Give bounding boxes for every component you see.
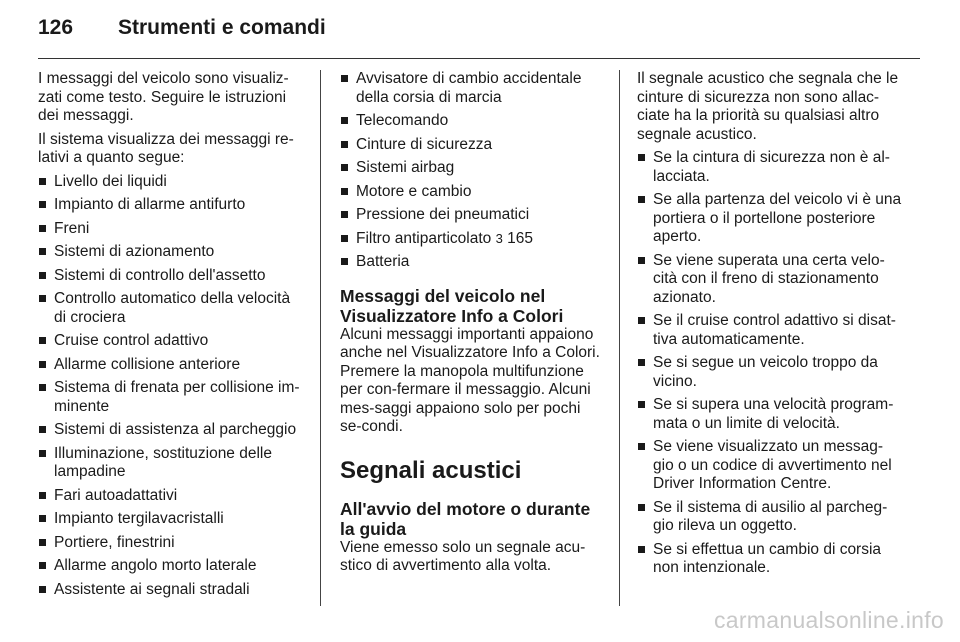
bullet-icon [638, 546, 645, 553]
column-2 [340, 70, 606, 581]
list-item: Sistema di frenata per collisione im-minente [38, 379, 306, 416]
message-list-intro: Il sistema visualizza dei messaggi re-lativi a quanto segue: [38, 130, 294, 166]
column-divider-1 [320, 70, 321, 606]
bullet-icon [39, 450, 46, 457]
info-display-paragraph: Alcuni messaggi importanti appaiono anche nel Visualizzatore Info a Colori. Premere la manopola multifunzione per con-fermare il messaggio. Alcuni mes-saggi appaiono solo per pochi se-condi. [340, 325, 600, 435]
bullet-icon [39, 492, 46, 499]
bullet-icon [39, 337, 46, 344]
list-item: Se viene visualizzato un messag-gio o un codice di avvertimento nel Driver Information Centre. [637, 438, 902, 494]
list-item: Portiere, finestrini [38, 534, 306, 553]
bullet-icon [39, 272, 46, 279]
list-item: Controllo automatico della velocità di crociera [38, 290, 306, 327]
list-item: Se si effettua un cambio di corsia non intenzionale. [637, 541, 902, 578]
page-number: 126 [38, 16, 74, 39]
bullet-icon [39, 384, 46, 391]
list-item: Se viene superata una certa velo-cità con il freno di stazionamento azionato. [637, 252, 902, 308]
bullet-icon [39, 248, 46, 255]
bullet-icon [341, 258, 348, 265]
bullet-icon [39, 295, 46, 302]
list-item: Se si segue un veicolo troppo da vicino. [637, 354, 902, 391]
bullet-icon [39, 225, 46, 232]
page-header [38, 16, 920, 40]
list-item: Se alla partenza del veicolo vi è una portiera o il portellone posteriore aperto. [637, 191, 902, 247]
bullet-icon [638, 359, 645, 366]
bullet-icon [39, 586, 46, 593]
priority-paragraph: Il segnale acustico che segnala che le cinture di sicurezza non sono allac-ciate ha la priorità su qualsiasi altro segnale acustico. [637, 70, 899, 143]
bullet-icon [638, 196, 645, 203]
list-item: Sistemi di controllo dell'assetto [38, 267, 306, 286]
list-item: Avvisatore di cambio accidentale della corsia di marcia [340, 70, 606, 107]
section-heading-info-display: Messaggi del veicolo nel Visualizzatore Info a Colori [340, 285, 564, 326]
list-item: Sistemi airbag [340, 159, 606, 178]
bullet-icon [341, 211, 348, 218]
acoustic-condition-list [637, 149, 902, 578]
bullet-icon [638, 317, 645, 324]
column-1 [38, 70, 306, 604]
bullet-icon [39, 562, 46, 569]
bullet-icon [341, 188, 348, 195]
bullet-icon [638, 443, 645, 450]
bullet-icon [39, 361, 46, 368]
list-item: Freni [38, 220, 306, 239]
page-ref-link[interactable]: 165 [507, 229, 533, 247]
bullet-icon [39, 426, 46, 433]
bullet-icon [638, 401, 645, 408]
bullet-icon [638, 154, 645, 161]
column-3 [637, 70, 902, 583]
list-item: Impianto tergilavacristalli [38, 510, 306, 529]
list-item: Se il cruise control adattivo si disat-tiva automaticamente. [637, 312, 902, 349]
message-topic-list [38, 173, 306, 600]
list-item: Allarme angolo morto laterale [38, 557, 306, 576]
bullet-icon [39, 201, 46, 208]
list-item: Fari autoadattativi [38, 487, 306, 506]
bullet-icon [341, 117, 348, 124]
list-item: Livello dei liquidi [38, 173, 306, 192]
bullet-icon [341, 141, 348, 148]
section-heading-acoustic-signals: Segnali acustici [340, 456, 522, 484]
column-divider-2 [619, 70, 620, 606]
bullet-icon [39, 539, 46, 546]
message-topic-list-continued [340, 70, 606, 272]
list-item: Impianto di allarme antifurto [38, 196, 306, 215]
list-item: Batteria [340, 253, 606, 272]
list-item: Pressione dei pneumatici [340, 206, 606, 225]
list-item: Sistemi di assistenza al parcheggio [38, 421, 306, 440]
subsection-heading: All'avvio del motore o durante la guida [340, 498, 591, 539]
list-item: Allarme collisione anteriore [38, 356, 306, 375]
page-title: Strumenti e comandi [118, 16, 326, 39]
list-item: Se il sistema di ausilio al parcheg-gio rileva un oggetto. [637, 499, 902, 536]
list-item: Se si supera una velocità program-mata o un limite di velocità. [637, 396, 902, 433]
intro-paragraph: I messaggi del veicolo sono visualiz-zati come testo. Seguire le istruzioni dei messaggi. [38, 70, 289, 124]
bullet-icon [341, 164, 348, 171]
bullet-icon [638, 257, 645, 264]
list-item: Assistente ai segnali stradali [38, 581, 306, 600]
list-item: Filtro antiparticolato 3 165 [340, 230, 606, 249]
page-ref-arrow-icon: 3 [495, 230, 503, 246]
list-item: Cruise control adattivo [38, 332, 306, 351]
header-divider [38, 58, 920, 59]
list-item: Sistemi di azionamento [38, 243, 306, 262]
bullet-icon [341, 235, 348, 242]
list-item: Se la cintura di sicurezza non è al-lacciata. [637, 149, 902, 186]
bullet-icon [638, 504, 645, 511]
watermark: carmanualsonline.info [713, 607, 944, 633]
bullet-icon [341, 75, 348, 82]
list-item: Motore e cambio [340, 183, 606, 202]
bullet-icon [39, 178, 46, 185]
list-item: Cinture di sicurezza [340, 136, 606, 155]
bullet-icon [39, 515, 46, 522]
list-item: Illuminazione, sostituzione delle lampadine [38, 445, 306, 482]
list-item: Telecomando [340, 112, 606, 131]
acoustic-paragraph: Viene emesso solo un segnale acu-stico di avvertimento alla volta. [340, 538, 586, 574]
